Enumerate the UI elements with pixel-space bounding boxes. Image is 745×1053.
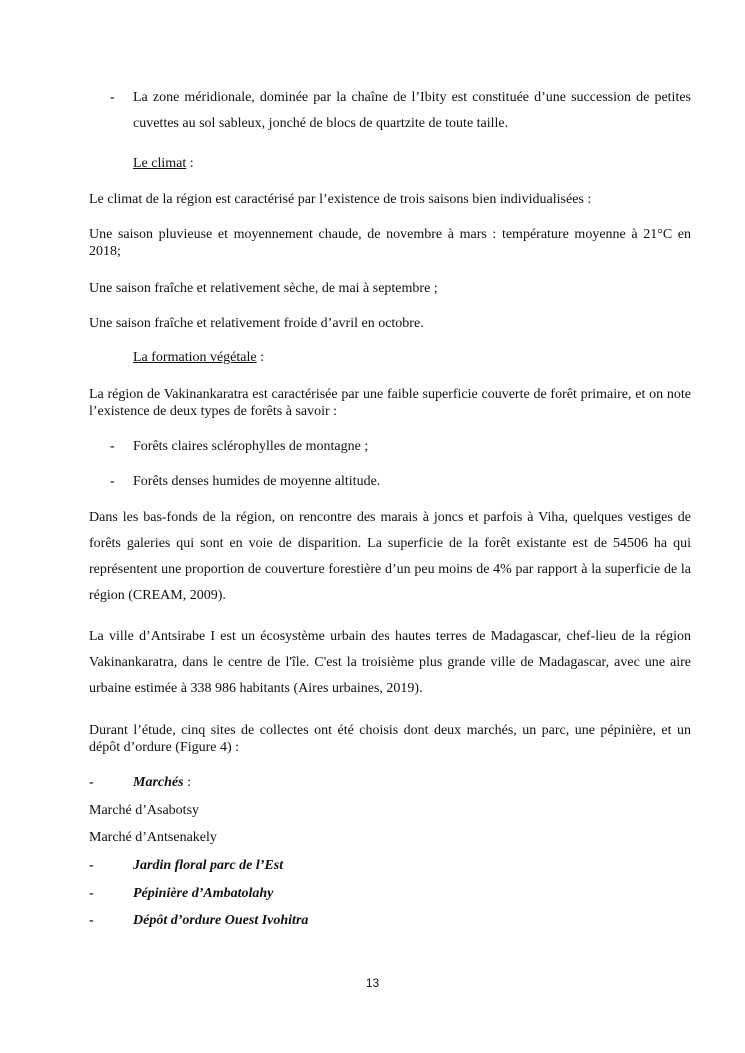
bullet-dash: - xyxy=(110,439,115,454)
bullet-dash: - xyxy=(110,90,115,105)
saison-3: Une saison fraîche et relativement froide d’avril en octobre. xyxy=(89,316,424,331)
jardin-floral: Jardin floral parc de l’Est xyxy=(133,858,284,873)
list-dash: - xyxy=(89,913,94,928)
depot-ordure: Dépôt d’ordure Ouest Ivohitra xyxy=(133,913,309,928)
pepiniere: Pépinière d’Ambatolahy xyxy=(133,886,274,901)
climat-heading-text: Le climat xyxy=(133,156,187,171)
etude-paragraph: Durant l’étude, cinq sites de collectes ont été choisis dont deux marchés, un parc, une pépinière, et un dépôt d’ordure (Figure 4) : xyxy=(89,723,691,755)
foret-claires: Forêts claires sclérophylles de montagne ; xyxy=(133,439,369,454)
list-dash: - xyxy=(89,775,94,790)
bas-fonds-paragraph: Dans les bas-fonds de la région, on rencontre des marais à joncs et parfois à Viha, quelques vestiges de forêts galeries qui sont en voie de disparition. La superficie de la forêt existante est de 54506 ha qui représentent une proportion de couverture forestière d’un peu moins de 4% par rapport à la superficie de la région (CREAM, 2009). xyxy=(89,510,691,603)
vegetation-heading-text: La formation végétale xyxy=(133,350,257,365)
saison-1: Une saison pluvieuse et moyennement chaude, de novembre à mars : température moyenne à 21°C en 2018; xyxy=(89,227,691,259)
marches-label: Marchés xyxy=(133,775,184,790)
vegetation-intro: La région de Vakinankaratra est caractérisée par une faible superficie couverte de forêt primaire, et on note l’existence de deux types de forêts à savoir : xyxy=(89,387,691,419)
vegetation-heading-colon: : xyxy=(256,350,264,365)
marche-asabotsy: Marché d’Asabotsy xyxy=(89,803,200,818)
list-dash: - xyxy=(89,886,94,901)
list-dash: - xyxy=(89,858,94,873)
climat-heading-colon: : xyxy=(186,156,194,171)
vegetation-heading xyxy=(133,350,264,366)
foret-denses: Forêts denses humides de moyenne altitude. xyxy=(133,474,381,489)
marches-item xyxy=(133,775,191,791)
saison-2: Une saison fraîche et relativement sèche, de mai à septembre ; xyxy=(89,281,438,296)
climat-intro: Le climat de la région est caractérisé par l’existence de trois saisons bien individualisées : xyxy=(89,192,592,207)
marche-antsenakely: Marché d’Antsenakely xyxy=(89,830,217,845)
page-number: 13 xyxy=(365,976,380,990)
bullet-zone-meridionale: La zone méridionale, dominée par la chaîne de l’Ibity est constituée d’une succession de petites cuvettes au sol sableux, jonché de blocs de quartzite de toute taille. xyxy=(133,90,691,131)
marches-colon: : xyxy=(183,775,191,790)
bullet-dash: - xyxy=(110,474,115,489)
climat-heading xyxy=(133,156,194,172)
ville-paragraph: La ville d’Antsirabe I est un écosystème urbain des hautes terres de Madagascar, chef-lieu de la région Vakinankaratra, dans le centre de l'île. C'est la troisième plus grande ville de Madagascar, avec une aire urbaine estimée à 338 986 habitants (Aires urbaines, 2019). xyxy=(89,629,691,696)
